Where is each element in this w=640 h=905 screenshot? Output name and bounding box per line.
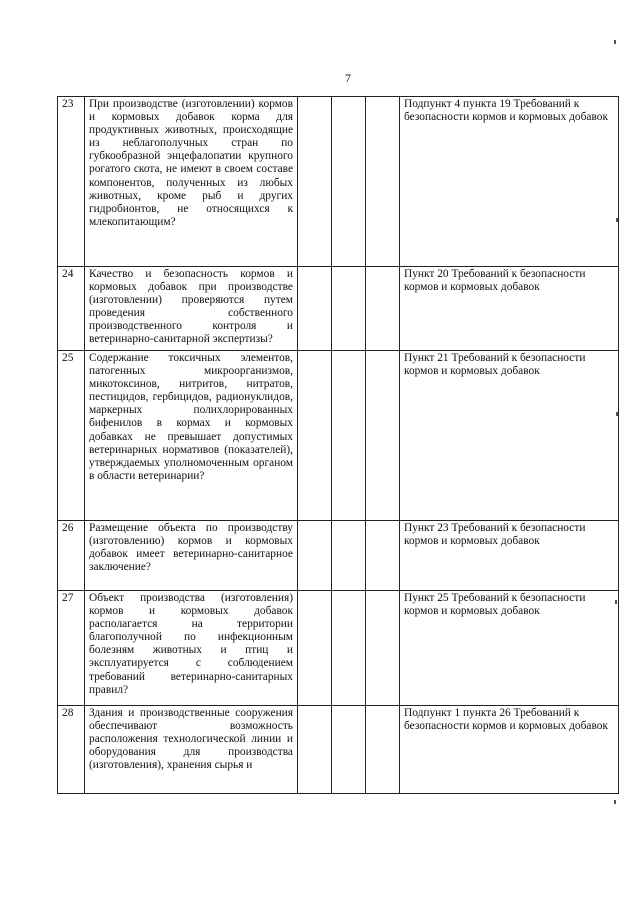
- row-number: 23: [58, 97, 85, 267]
- answer-no-cell: [332, 706, 366, 794]
- legal-reference: Пункт 21 Требований к безопасности кормов и кормовых добавок: [400, 351, 619, 521]
- answer-na-cell: [366, 706, 400, 794]
- answer-na-cell: [366, 591, 400, 706]
- table-row: [58, 351, 619, 521]
- answer-yes-cell: [298, 706, 332, 794]
- legal-reference: Пункт 20 Требований к безопасности кормов и кормовых добавок: [400, 267, 619, 351]
- answer-na-cell: [366, 97, 400, 267]
- answer-no-cell: [332, 591, 366, 706]
- table-row: [58, 521, 619, 591]
- table-row: [58, 706, 619, 794]
- row-number: 27: [58, 591, 85, 706]
- answer-yes-cell: [298, 97, 332, 267]
- answer-yes-cell: [298, 267, 332, 351]
- answer-na-cell: [366, 521, 400, 591]
- requirement-question: Объект производства (изготовления) кормов и кормовых добавок располагается на территории благополучной по инфекционным болезням животных и птиц и эксплуатируется с соблюдением требований ветеринарно-санитарных правил?: [85, 591, 298, 706]
- legal-reference: Подпункт 4 пункта 19 Требований к безопасности кормов и кормовых добавок: [400, 97, 619, 267]
- table-row: [58, 591, 619, 706]
- legal-reference: Пункт 25 Требований к безопасности кормов и кормовых добавок: [400, 591, 619, 706]
- page-number: 7: [345, 71, 351, 85]
- requirement-question: Здания и производственные сооружения обеспечивают возможность расположения технологической линии и оборудования для производства (изготовления), хранения сырья и: [85, 706, 298, 794]
- requirement-question: Размещение объекта по производству (изготовлению) кормов и кормовых добавок имеет ветеринарно-санитарное заключение?: [85, 521, 298, 591]
- answer-no-cell: [332, 521, 366, 591]
- scan-speck: [614, 40, 616, 44]
- table-row: [58, 267, 619, 351]
- answer-yes-cell: [298, 521, 332, 591]
- row-number: 26: [58, 521, 85, 591]
- answer-yes-cell: [298, 591, 332, 706]
- table-row: [58, 97, 619, 267]
- requirement-question: Содержание токсичных элементов, патогенных микроорганизмов, микотоксинов, нитритов, нитратов, пестицидов, гербицидов, радионуклидов, маркерных полихлорированных бифенилов в кормах и кормовых добавках не превышает допустимых ветеринарных нормативов (показателей), утверждаемых уполномоченным органом в области ветеринарии?: [85, 351, 298, 521]
- answer-yes-cell: [298, 351, 332, 521]
- scan-speck: [615, 600, 617, 604]
- answer-na-cell: [366, 267, 400, 351]
- answer-no-cell: [332, 351, 366, 521]
- requirement-question: Качество и безопасность кормов и кормовых добавок при производстве (изготовлении) проверяются путем проведения собственного производственного контроля и ветеринарно-санитарной экспертизы?: [85, 267, 298, 351]
- scan-speck: [616, 412, 618, 416]
- checklist-table: [57, 96, 619, 794]
- row-number: 24: [58, 267, 85, 351]
- answer-na-cell: [366, 351, 400, 521]
- answer-no-cell: [332, 97, 366, 267]
- row-number: 25: [58, 351, 85, 521]
- scan-speck: [614, 800, 616, 804]
- answer-no-cell: [332, 267, 366, 351]
- legal-reference: Пункт 23 Требований к безопасности кормов и кормовых добавок: [400, 521, 619, 591]
- requirement-question: При производстве (изготовлении) кормов и кормовых добавок корма для продуктивных животных, происходящие из неблагополучных стран по губкообразной энцефалопатии крупного рогатого скота, не имеют в своем составе компонентов, полученных из любых животных, кроме рыб и других гидробионтов, не относящихся к млекопитающим?: [85, 97, 298, 267]
- row-number: 28: [58, 706, 85, 794]
- scan-speck: [616, 218, 618, 222]
- legal-reference: Подпункт 1 пункта 26 Требований к безопасности кормов и кормовых добавок: [400, 706, 619, 794]
